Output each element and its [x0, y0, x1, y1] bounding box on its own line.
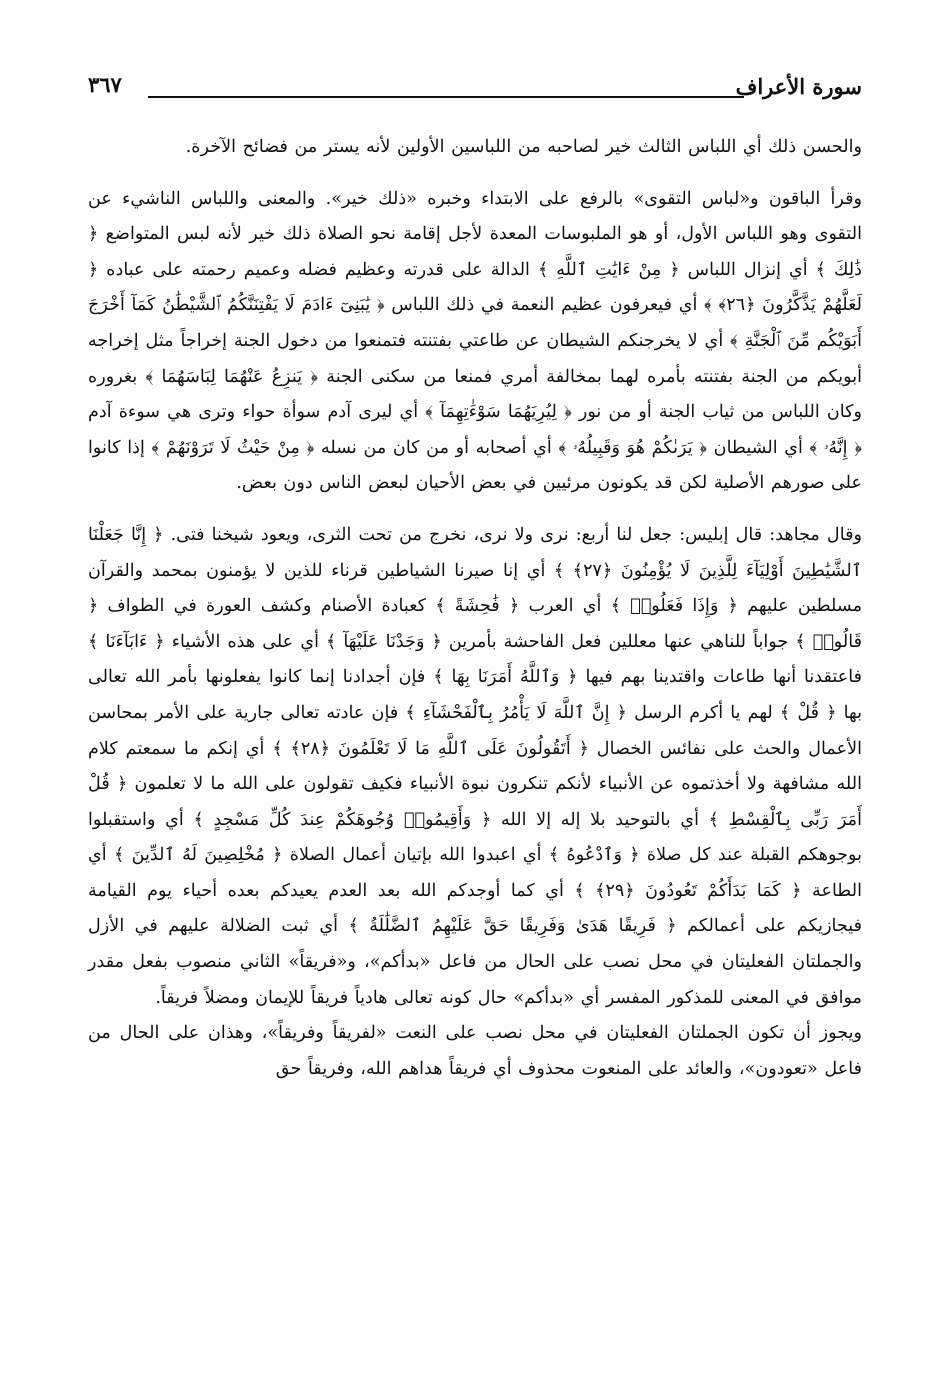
- header-rule: [148, 96, 744, 98]
- paragraph-4: ويجوز أن تكون الجملتان الفعليتان في محل نصب على النعت «لفريقاً وفريقاً»، وهذان على الحال من فاعل «تعودون»، والعائد على المنعوت محذوف أي فريقاً هداهم الله، وفريقاً حق: [88, 1023, 862, 1079]
- page-header: [88, 66, 862, 106]
- page-body: [88, 130, 862, 1372]
- page-number: ٣٦٧: [88, 72, 122, 97]
- paragraph-1: والحسن ذلك أي اللباس الثالث خير لصاحبه من اللباسين الأولين لأنه يستر من فضائح الآخرة.: [185, 137, 862, 157]
- paragraph-2: وقرأ الباقون و«لباس التقوى» بالرفع على الابتداء وخبره «ذلك خير». والمعنى واللباس الناشيء عن التقوى وهو اللباس الأول، أو هو الملبوسات المعدة لأجل إقامة نحو الصلاة ذلك خير لأنه لبس المتواضع ﴿ ذَٰلِكَ ﴾ أي إنزال اللباس ﴿ مِنْ ءَايَٰتِ ٱللَّهِ ﴾ الدالة على قدرته وعظيم فضله وعميم رحمته على عباده ﴿ لَعَلَّهُمْ يَذَّكَّرُونَ ﴿٢٦﴾ ﴾ أي فيعرفون عظيم النعمة في ذلك اللباس ﴿ يَٰبَنِىٓ ءَادَمَ لَا يَفْتِنَنَّكُمُ ٱلشَّيْطَٰنُ كَمَآ أَخْرَجَ أَبَوَيْكُم مِّنَ ٱلْجَنَّةِ ﴾ أي لا يخرجنكم الشيطان عن طاعتي بفتنته فتمنعوا من دخول الجنة إخراجاً مثل إخراجه أبويكم من الجنة بفتنته بأمره لهما بمخالفة أمري فمنعا من سكنى الجنة ﴿ يَنزِعُ عَنْهُمَا لِبَاسَهُمَا ﴾ بغروره وكان اللباس من ثياب الجنة أو من نور ﴿ لِيُرِيَهُمَا سَوْءَٰتِهِمَآ ﴾ أي ليرى آدم سوأة حواء وترى هي سوءة آدم ﴿ إِنَّهُۥ ﴾ أي الشيطان ﴿ يَرَىٰكُمْ هُوَ وَقَبِيلُهُۥ ﴾ أي أصحابه أو من كان من نسله ﴿ مِنْ حَيْثُ لَا تَرَوْنَهُمْ ﴾ إذا كانوا على صورهم الأصلية لكن قد يكونون مرئيين في بعض الأحيان لبعض الناس دون بعض.: [88, 188, 862, 494]
- surah-title: سورة الأعراف: [735, 74, 862, 99]
- paragraph-3: وقال مجاهد: قال إبليس: جعل لنا أربع: نرى ولا نرى، نخرج من تحت الثرى، ويعود شيخنا فتى. ﴿ إِنَّا جَعَلْنَا ٱلشَّيَٰطِينَ أَوْلِيَآءَ لِلَّذِينَ لَا يُؤْمِنُونَ ﴿٢٧﴾ ﴾ أي إنا صيرنا الشياطين قرناء للذين لا يؤمنون بمحمد والقرآن مسلطين عليهم ﴿ وَإِذَا فَعَلُوا۟ ﴾ أي العرب ﴿ فَٰحِشَةً ﴾ كعبادة الأصنام وكشف العورة في الطواف ﴿ قَالُوا۟ ﴾ جواباً للناهي عنها معللين فعل الفاحشة بأمرين ﴿ وَجَدْنَا عَلَيْهَآ ﴾ أي على هذه الأشياء ﴿ ءَابَآءَنَا ﴾ فاعتقدنا أنها طاعات واقتدينا بهم فيها ﴿ وَٱللَّهُ أَمَرَنَا بِهَا ﴾ فإن أجدادنا إنما كانوا يفعلونها بأمر الله تعالى بها ﴿ قُلْ ﴾ لهم يا أكرم الرسل ﴿ إِنَّ ٱللَّهَ لَا يَأْمُرُ بِٱلْفَحْشَآءِ ﴾ فإن عادته تعالى جارية على الأمر بمحاسن الأعمال والحث على نفائس الخصال ﴿ أَتَقُولُونَ عَلَى ٱللَّهِ مَا لَا تَعْلَمُونَ ﴿٢٨﴾ ﴾ أي إنكم ما سمعتم كلام الله مشافهة ولا أخذتموه عن الأنبياء لأنكم تنكرون نبوة الأنبياء فكيف تقولون على الله ما لا تعلمون ﴿ قُلْ أَمَرَ رَبِّى بِٱلْقِسْطِ ﴾ أي بالتوحيد بلا إله إلا الله ﴿ وَأَقِيمُوا۟ وُجُوهَكُمْ عِندَ كُلِّ مَسْجِدٍ ﴾ أي واستقبلوا بوجوهكم القبلة عند كل صلاة ﴿ وَٱدْعُوهُ ﴾ أي اعبدوا الله بإتيان أعمال الصلاة ﴿ مُخْلِصِينَ لَهُ ٱلدِّينَ ﴾ أي الطاعة ﴿ كَمَا بَدَأَكُمْ تَعُودُونَ ﴿٢٩﴾ ﴾ أي كما أوجدكم الله بعد العدم يعيدكم بعده أحياء يوم القيامة فيجازيكم على أعمالكم ﴿ فَرِيقًا هَدَىٰ وَفَرِيقًا حَقَّ عَلَيْهِمُ ٱلضَّلَٰلَةُ ﴾ أي ثبت الضلالة عليهم في الأزل والجملتان الفعليتان في محل نصب على الحال من فاعل «بدأكم»، و«فريقاً» الثاني منصوب بفعل مقدر موافق في المعنى للمذكور المفسر أي «بدأكم» حال كونه تعالى هادياً فريقاً للإيمان ومضلاً فريقاً.: [88, 524, 862, 1008]
